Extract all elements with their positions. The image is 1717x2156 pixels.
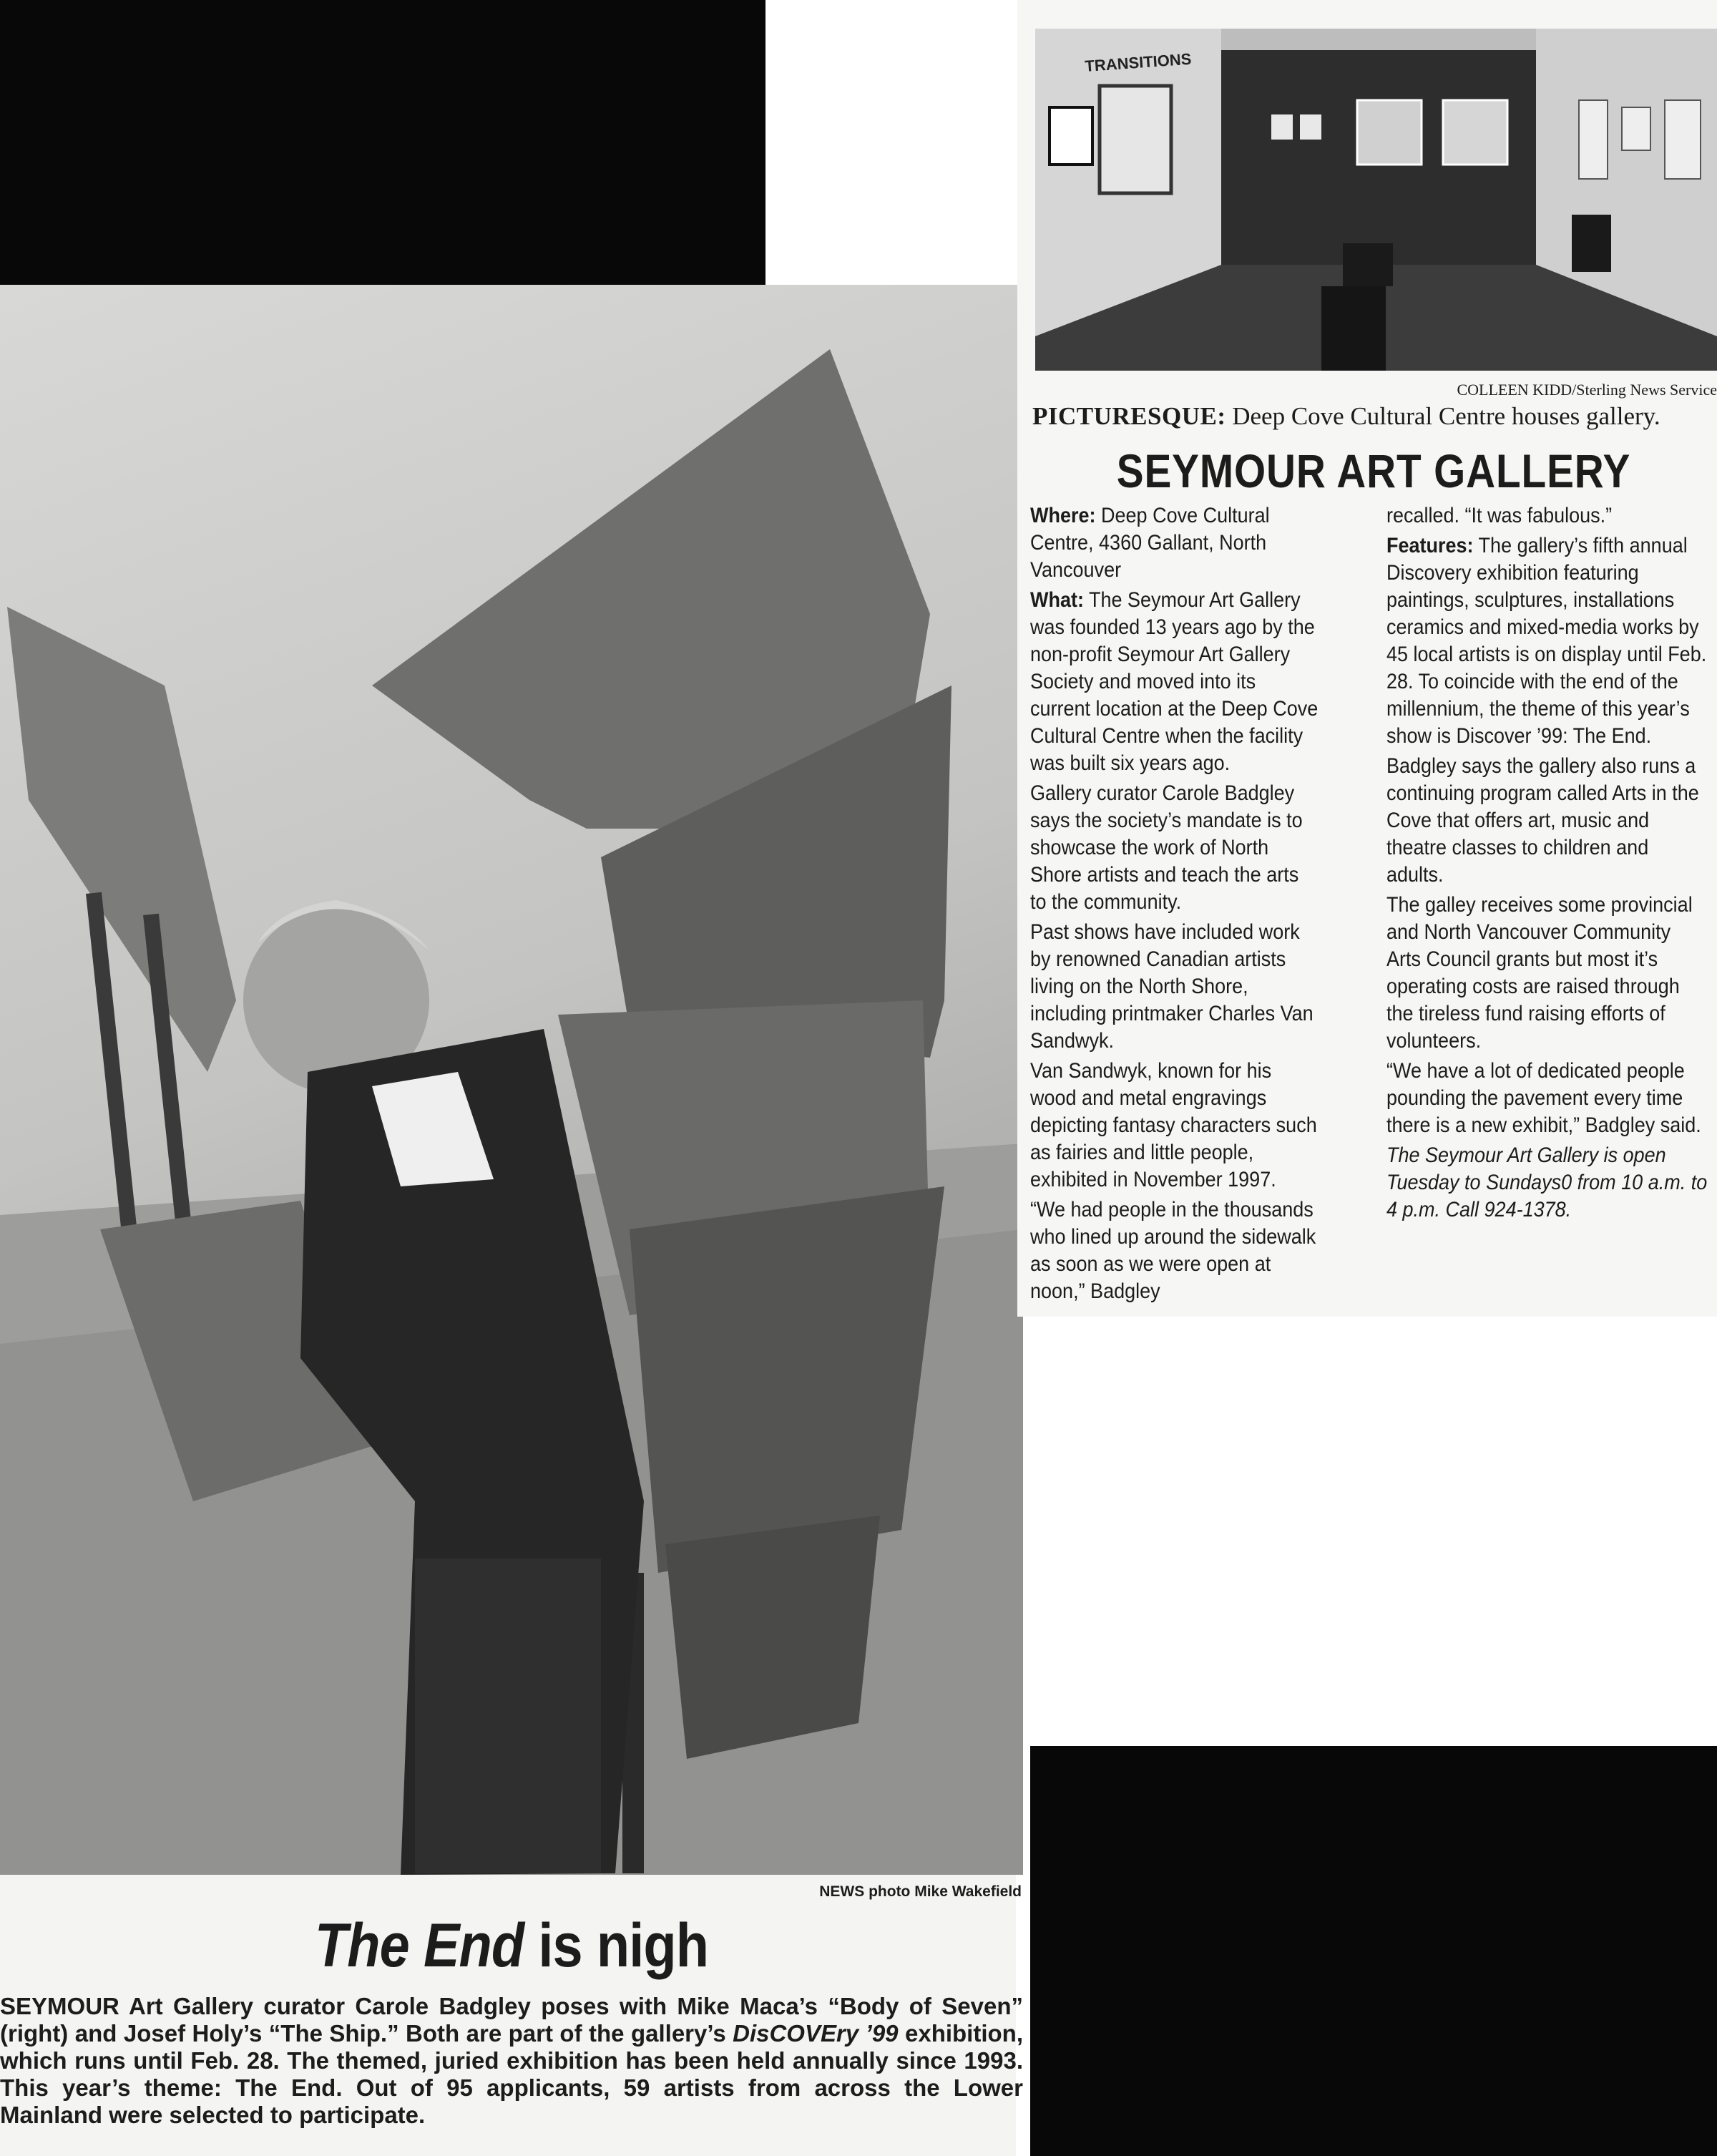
photo-credit: NEWS photo Mike Wakefield (819, 1883, 1022, 1900)
paragraph: Badgley says the gallery also runs a continuing program called Arts in the Cove that offers art, music and theatre classes to children and adults. (1386, 754, 1699, 887)
article-column (1030, 502, 1320, 1308)
cutline-label: PICTURESQUE: (1032, 402, 1226, 430)
paragraph: recalled. “It was fabulous.” (1386, 504, 1613, 527)
article-headline: SEYMOUR ART GALLERY (1116, 444, 1631, 497)
photo-caption (0, 1993, 1023, 2129)
field-text: The Seymour Art Gallery was founded 13 years ago by the non-profit Seymour Art Gallery Society and moved into its current location at the Deep Cove Cultural Centre when the facility was built six years ago. (1030, 588, 1319, 775)
paragraph: Gallery curator Carole Badgley says the society’s mandate is to showcase the work of North Shore artists and teach the arts to the community. (1030, 781, 1303, 914)
paragraph: The galley receives some provincial and North Vancouver Community Arts Council grants but most it’s operating costs are raised through the tireless fund raising efforts of volunteers. (1386, 893, 1693, 1053)
cutline-text: Deep Cove Cultural Centre houses gallery. (1226, 402, 1660, 430)
paragraph: Van Sandwyk, known for his wood and metal engravings depicting fantasy characters such as fairies and little people, exhibited in November 1997. (1030, 1059, 1317, 1191)
headline (62, 1911, 962, 1981)
field-label: What: (1030, 588, 1084, 612)
headline-italic: The End (314, 1911, 524, 1980)
caption-text: SEYMOUR Art Gallery curator Carole Badgley poses with Mike Maca’s “Body of Seven” (right) and Josef Holy’s “The Ship.” Both are part of the gallery’s (0, 1993, 1023, 2047)
gallery-interior-photo (1035, 29, 1717, 371)
field-label: Where: (1030, 504, 1096, 527)
photo-credit: COLLEEN KIDD/Sterling News Service (1457, 381, 1717, 399)
scan-background (0, 0, 765, 285)
paragraph (1030, 587, 1320, 777)
paragraph: Past shows have included work by renowned Canadian artists living on the North Shore, including printmaker Charles Van Sandwyk. (1030, 920, 1314, 1053)
photo-cutline (1032, 402, 1717, 431)
gallery-sign-text: TRANSITIONS (1084, 49, 1193, 75)
paragraph-hours: The Seymour Art Gallery is open Tuesday to Sundays0 from 10 a.m. to 4 p.m. Call 924-1378. (1386, 1143, 1708, 1221)
paragraph: “We had people in the thousands who lined up around the sidewalk as soon as we were open at noon,” Badgley (1030, 1198, 1316, 1303)
article-column (1386, 502, 1708, 1226)
headline-rest: is nigh (524, 1911, 709, 1980)
field-text: Deep Cove Cultural Centre, 4360 Gallant, North Vancouver (1030, 504, 1270, 582)
curator-sculpture-photo (0, 285, 1023, 1875)
paragraph (1386, 532, 1708, 750)
scan-background (1030, 1746, 1717, 2156)
paragraph: “We have a lot of dedicated people pounding the pavement every time there is a new exhibit,” Badgley said. (1386, 1059, 1701, 1137)
field-label: Features: (1386, 534, 1474, 557)
caption-exhibition-name: DisCOVEry ’99 (733, 2020, 899, 2047)
caption-text: exhibition, which runs until Feb. 28. The themed, juried exhibition has been held annually since 1993. This year’s theme: The End. Out of 95 applicants, 59 artists from across the Lower Mainland were selected to participate. (0, 2020, 1023, 2128)
field-text: The gallery’s fifth annual Discovery exhibition featuring paintings, sculptures, installations ceramics and mixed-media works by 45 local artists is on display until Feb. 28. To coincide with the end of the millennium, the theme of this year’s show is Discover ’99: The End. (1386, 534, 1707, 748)
paragraph (1030, 502, 1320, 584)
